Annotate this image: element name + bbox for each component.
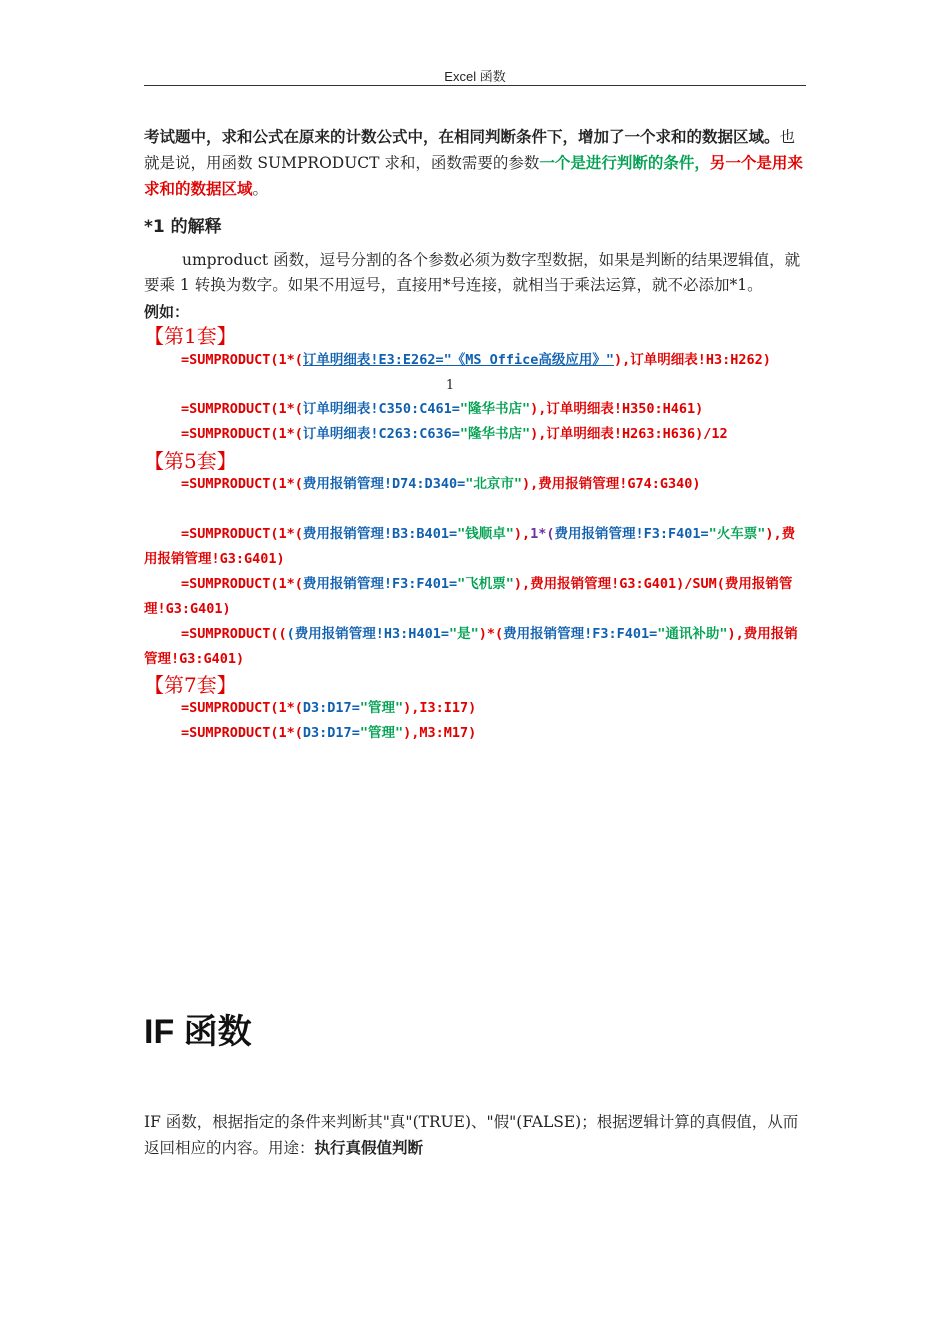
formula-9-g: "管理" [359, 725, 404, 741]
formula-4-b: 费用报销管理!D74:D340= [302, 476, 466, 492]
formula-7-c: )*( [478, 626, 504, 642]
formula-2-b: 订单明细表!C350:C461= [302, 401, 460, 417]
intro-plain-text: 也就是说，用函数 SUMPRODUCT 求和，函数需要的参数 [144, 128, 796, 172]
formula-4 [144, 472, 808, 497]
formula-6-g: "飞机票" [457, 576, 514, 592]
page-number: 1 [445, 378, 455, 393]
formula-7-g2: "通讯补助" [657, 626, 728, 642]
set-5-heading: 【第5套】 [144, 449, 237, 473]
formula-1-a: =SUMPRODUCT(1*( [181, 352, 303, 368]
formula-2-a: =SUMPRODUCT(1*( [181, 401, 303, 417]
formula-7-b2: 费用报销管理!F3:F401= [503, 626, 658, 642]
formula-8-g: "管理" [359, 700, 404, 716]
formula-4-a: =SUMPRODUCT(1*( [181, 476, 303, 492]
formula-2-c: ),订单明细表!H350:H461) [530, 401, 704, 417]
formula-6-b: 费用报销管理!F3:F401= [302, 576, 458, 592]
formula-8-a: =SUMPRODUCT(1*( [181, 700, 303, 716]
if-body-text: IF 函数，根据指定的条件来判断其"真"(TRUE)、"假"(FALSE)；根据逻辑计算的真假值，从而返回相应的内容。用途： [144, 1113, 799, 1157]
formula-5-b: 费用报销管理!B3:B401= [302, 526, 458, 542]
formula-5-g: "钱顺卓" [457, 526, 514, 542]
formula-6 [144, 572, 808, 622]
explain-paragraph: umproduct 函数，逗号分割的各个参数必须为数字型数据，如果是判断的结果逻辑值，就要乘 1 转换为数字。如果不用逗号，直接用*号连接，就相当于乘法运算，就不必添加*1。 [144, 251, 801, 294]
formula-7-c2: ),费用报销管理!G3:G401) [144, 626, 798, 667]
formula-7-g: "是" [448, 626, 479, 642]
if-usage-text: 执行真假值判断 [314, 1138, 424, 1157]
formula-5-b2: 费用报销管理!F3:F401= [554, 526, 709, 542]
formula-9-b: D3:D17= [302, 725, 360, 741]
formula-1 [144, 348, 808, 373]
formula-9-c: ),M3:M17) [403, 725, 477, 741]
formula-3-a: =SUMPRODUCT(1*( [181, 426, 303, 442]
formula-8-c: ),I3:I17) [403, 700, 477, 716]
if-section-title: IF 函数 [144, 1013, 252, 1051]
star-one-heading: *1 的解释 [144, 217, 222, 237]
formula-5-g2: "火车票" [708, 526, 766, 542]
formula-6-c: ),费用报销管理!G3:G401)/SUM(费用报销管理!G3:G401) [144, 576, 793, 617]
if-section-body [144, 1110, 808, 1161]
formula-9-a: =SUMPRODUCT(1*( [181, 725, 303, 741]
formula-7 [144, 622, 808, 672]
formula-5 [144, 522, 808, 572]
intro-paragraph [144, 124, 808, 202]
formula-8-b: D3:D17= [302, 700, 360, 716]
intro-end: 。 [252, 180, 269, 198]
set-7-heading: 【第7套】 [144, 673, 237, 697]
header-divider [144, 85, 806, 86]
formula-4-c: ),费用报销管理!G74:G340) [521, 476, 701, 492]
formula-5-p: 1*( [530, 526, 555, 542]
formula-8 [144, 696, 808, 721]
formula-9 [144, 721, 808, 746]
formula-3-b: 订单明细表!C263:C636= [302, 426, 460, 442]
formula-3-g: "隆华书店" [459, 426, 531, 442]
formula-4-g: "北京市" [465, 476, 522, 492]
formula-1-c: ),订单明细表!H3:H262) [613, 352, 771, 368]
set-1-heading: 【第1套】 [144, 324, 237, 348]
formula-7-b: (费用报销管理!H3:H401= [286, 626, 449, 642]
formula-3 [144, 422, 808, 447]
formula-2-g: "隆华书店" [459, 401, 531, 417]
intro-bold-line: 考试题中，求和公式在原来的计数公式中，在相同判断条件下，增加了一个求和的数据区域。 [144, 127, 780, 146]
formula-7-a: =SUMPRODUCT(( [181, 626, 287, 642]
page-header: Excel 函数 [444, 69, 506, 84]
formula-5-a: =SUMPRODUCT(1*( [181, 526, 303, 542]
formula-3-c: ),订单明细表!H263:H636)/12 [530, 426, 728, 442]
formula-2 [144, 397, 808, 422]
example-label: 例如： [144, 303, 190, 321]
formula-6-a: =SUMPRODUCT(1*( [181, 576, 303, 592]
formula-5-c2: ),费用报销管理!G3:G401) [144, 526, 796, 567]
formula-1-b: 订单明细表!E3:E262="《MS Office高级应用》" [302, 352, 614, 368]
formula-5-c: ), [513, 526, 531, 542]
intro-red-text: 另一个是用来求和的数据区域 [144, 153, 803, 198]
intro-green-text: 一个是进行判断的条件， [539, 153, 710, 172]
